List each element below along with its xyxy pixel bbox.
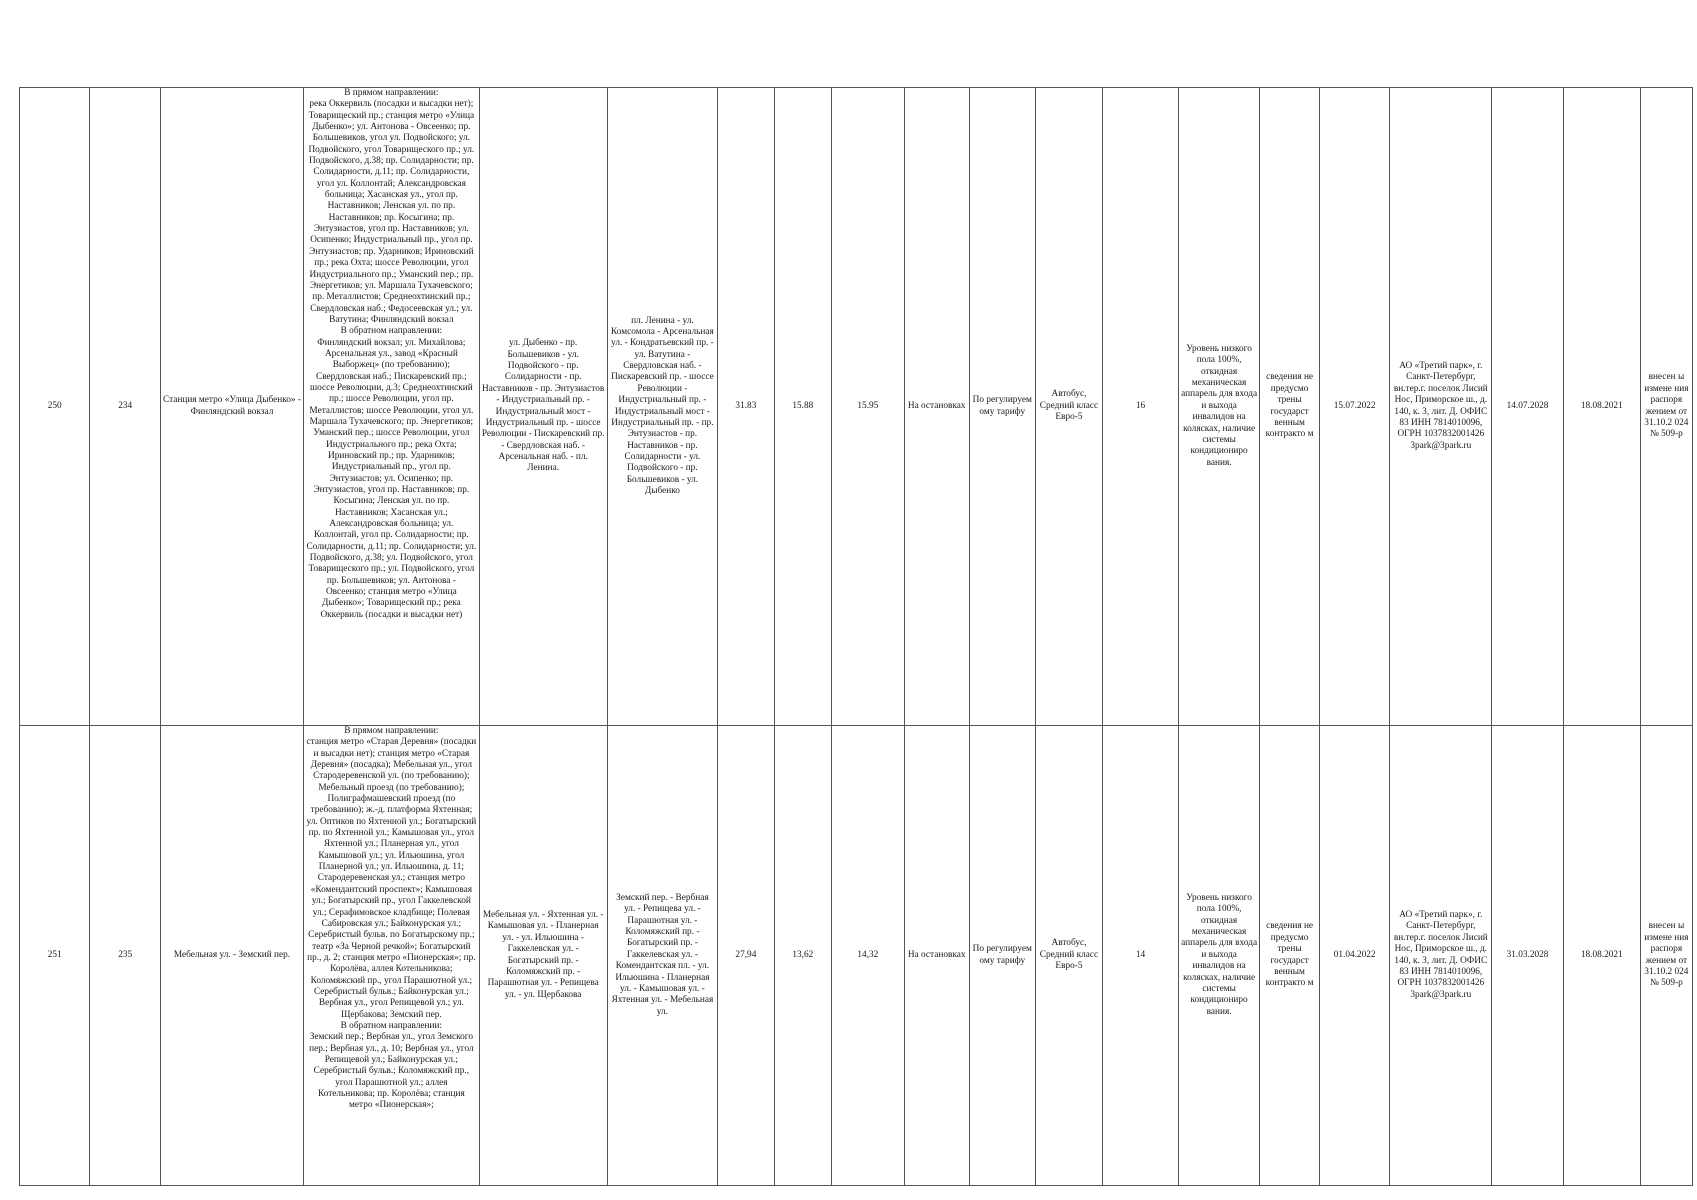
registration-number: 250: [20, 88, 90, 726]
backward-stops: Земский пер.; Вербная ул., угол Земского пер.; Вербная ул., д. 10; Вербная ул., угол Репищевой ул.; Байконурская ул.; Серебристый бульв.; Коломяжский пр., угол Парашютной ул.; аллея Котельникова; пр. Королёва; станция метро «Пионерская»;: [309, 1032, 474, 1111]
stop-order: На остановках: [904, 726, 969, 1186]
note: внесен ы измене ния распоря жением от 31.10.2 024 № 509-р: [1640, 88, 1692, 726]
change-date: 18.08.2021: [1563, 726, 1640, 1186]
forward-direction-label: В прямом направлении:: [344, 88, 439, 98]
note: внесен ы измене ния распоря жением от 31.10.2 024 № 509-р: [1640, 726, 1692, 1186]
vehicle-accessibility: Уровень низкого пола 100%, откидная механическая аппарель для входа и выхода инвалидов на колясках, наличие системы кондициониро вания.: [1178, 726, 1259, 1186]
route-length-backward: 15.95: [832, 88, 905, 726]
route-length-forward: 15.88: [774, 88, 831, 726]
vehicle-type: Автобус, Средний класс Евро-5: [1035, 726, 1102, 1186]
backward-direction-label: В обратном направлении:: [340, 326, 443, 337]
streets-backward: пл. Ленина - ул. Комсомола - Арсенальная ул. - Кондратьевский пр. - ул. Ватутина - Свердловская наб. - Пискаревский пр. - шоссе Революции - Индустриальный пр. - Индустриальный мост - Индустриальный пр. - пр. Энтузиастов - пр. Наставников - пр. Солидарности - ул. Подвойского - пр. Большевиков - ул. Дыбенко: [607, 88, 718, 726]
route-length-forward: 13,62: [774, 726, 831, 1186]
streets-forward: ул. Дыбенко - пр. Большевиков - ул. Подвойского - пр. Солидарности - пр. Наставников - пр. Энтузиастов - Индустриальный пр. - Индустриальный мост - Индустриальный пр. - шоссе Революции - Пискаревский пр. - Свердловская наб. - Арсенальная наб. - пл. Ленина.: [479, 88, 607, 726]
forward-stops: станция метро «Старая Деревня» (посадки и высадки нет); станция метро «Старая Деревня» (посадка); Мебельная ул., угол Стародеревенской ул. (по требованию); Мебельный проезд (по требованию); Полиграфмашевский проезд (по требованию); ж.-д. платформа Яхтенная; ул. Оптиков по Яхтенной ул.; Богатырский пр. по Яхтенной ул.; Камышовая ул., угол Яхтенной ул.; Планерная ул., угол Камышовой ул.; ул. Ильюшина, угол Планерной ул.; ул. Ильюшина, д. 11; Стародеревенская ул.; станция метро «Комендантский проспект»; Камышовая ул.; Богатырский пр., угол Гаккелевской ул.; Серафимовское кладбище; Полевая Сабировская ул.; Байконурская ул.; Серебристый бульв. по Богатырскому пр.; театр «За Черной речкой»; Богатырский пр., д. 2; станция метро «Пионерская»; пр. Королёва, аллея Котельникова; Коломяжский пр., угол Парашютной ул.; Серебристый бульв.; Байконурская ул.; Вербная ул., угол Репищевой ул.; ул. Щербакова; Земский пер.: [306, 737, 477, 1020]
route-stops-cell: [304, 88, 480, 726]
vehicle-accessibility: Уровень низкого пола 100%, откидная механическая аппарель для входа и выхода инвалидов на колясках, наличие системы кондициониро вания.: [1178, 88, 1259, 726]
route-stops-cell: [304, 726, 480, 1186]
carrier-info: АО «Третий парк», г. Санкт-Петербург, вн.тер.г. поселок Лисий Нос, Приморское ш., д. 140, к. 3, лит. Д. ОФИС 83 ИНН 7814010096, ОГРН 1037832001426 3park@3park.ru: [1390, 88, 1492, 726]
route-length-backward: 14,32: [832, 726, 905, 1186]
backward-stops: Финляндский вокзал; ул. Михайлова; Арсенальная ул., завод «Красный Выборжец» (по требованию); Свердловская наб.; Пискаревский пр.; шоссе Революции, д.3; Среднеохтинский пр.; шоссе Революции, угол пр. Металлистов; шоссе Революции, угол ул. Маршала Тухачевского; пр. Энергетиков; Уманский пер.; шоссе Революции, угол Индустриального пр.; река Охта; Ириновский пр.; пр. Ударников; Индустриальный пр., угол пр. Энтузиастов; ул. Осипенко; пр. Энтузиастов, угол пр. Наставников; пр. Косыгина; Ленская ул. по пр. Наставников; Хасанская ул.; Александровская больница; ул. Коллонтай, угол пр. Солидарности; пр. Солидарности, д.11; пр. Солидарности; ул. Подвойского, д.38; ул. Подвойского, угол Товарищеского пр.; ул. Подвойского, угол пр. Большевиков; ул. Антонова - Овсеенко; станция метро «Улица Дыбенко»; Товарищеский пр.; река Оккервиль (посадки и высадки нет): [306, 337, 477, 620]
route-name: Мебельная ул. - Земский пер.: [160, 726, 303, 1186]
carrier-info: АО «Третий парк», г. Санкт-Петербург, вн.тер.г. поселок Лисий Нос, Приморское ш., д. 140, к. 3, лит. Д. ОФИС 83 ИНН 7814010096, ОГРН 1037832001426 3park@3park.ru: [1390, 726, 1492, 1186]
route-registry-table: [19, 87, 1693, 1186]
table-row: [20, 88, 1693, 726]
vehicle-type: Автобус, Средний класс Евро-5: [1035, 88, 1102, 726]
route-length-total: 27,94: [718, 726, 774, 1186]
contract-info: сведения не предусмо трены государст венным контракто м: [1260, 726, 1320, 1186]
end-date: 14.07.2028: [1492, 88, 1564, 726]
streets-forward: Мебельная ул. - Яхтенная ул. - Камышовая ул. - Планерная ул. - ул. Ильюшина - Гаккелевская ул. - Богатырский пр. - Коломяжский пр. - Парашютная ул. - Репищева ул. - ул. Щербакова: [479, 726, 607, 1186]
contract-info: сведения не предусмо трены государст венным контракто м: [1260, 88, 1320, 726]
stop-order: На остановках: [904, 88, 969, 726]
route-number: 234: [90, 88, 160, 726]
start-date: 15.07.2022: [1319, 88, 1389, 726]
vehicle-count: 16: [1103, 88, 1179, 726]
forward-stops: река Оккервиль (посадки и высадки нет); Товарищеский пр.; станция метро «Улица Дыбенко»; ул. Антонова - Овсеенко; пр. Большевиков, угол ул. Подвойского; ул. Подвойского, угол Товарищеского пр.; ул. Подвойского, д.38; пр. Солидарности; пр. Солидарности, д.11; пр. Солидарности, угол ул. Коллонтай; Александровская больница; Хасанская ул., угол пр. Наставников; Ленская ул. по пр. Наставников; пр. Косыгина; пр. Энтузиастов, угол пр. Наставников; ул. Осипенко; Индустриальный пр., угол пр. Энтузиастов; пр. Ударников; Ириновский пр.; река Охта; шоссе Революции, угол Индустриального пр.; Уманский пер.; пр. Энергетиков; ул. Маршала Тухачевского; пр. Металлистов; Среднеохтинский пр.; Свердловская наб.; Федосеевская ул.; ул. Ватутина; Финляндский вокзал: [308, 99, 475, 325]
route-name: Станция метро «Улица Дыбенко» - Финляндский вокзал: [160, 88, 303, 726]
vehicle-count: 14: [1103, 726, 1179, 1186]
table-row: [20, 726, 1693, 1186]
change-date: 18.08.2021: [1563, 88, 1640, 726]
streets-backward: Земский пер. - Вербная ул. - Репищева ул. - Парашютная ул. - Коломяжский пр. - Богатырский пр. - Гаккелевская ул. - Комендантская пл. - ул. Ильюшина - Планерная ул. - Камышовая ул. - Яхтенная ул. - Мебельная ул.: [607, 726, 718, 1186]
route-number: 235: [90, 726, 160, 1186]
end-date: 31.03.2028: [1492, 726, 1564, 1186]
start-date: 01.04.2022: [1319, 726, 1389, 1186]
backward-direction-label: В обратном направлении:: [340, 1020, 443, 1031]
tariff-type: По регулируем ому тарифу: [969, 726, 1035, 1186]
forward-direction-label: В прямом направлении:: [344, 726, 439, 736]
tariff-type: По регулируем ому тарифу: [969, 88, 1035, 726]
registration-number: 251: [20, 726, 90, 1186]
route-length-total: 31.83: [718, 88, 774, 726]
